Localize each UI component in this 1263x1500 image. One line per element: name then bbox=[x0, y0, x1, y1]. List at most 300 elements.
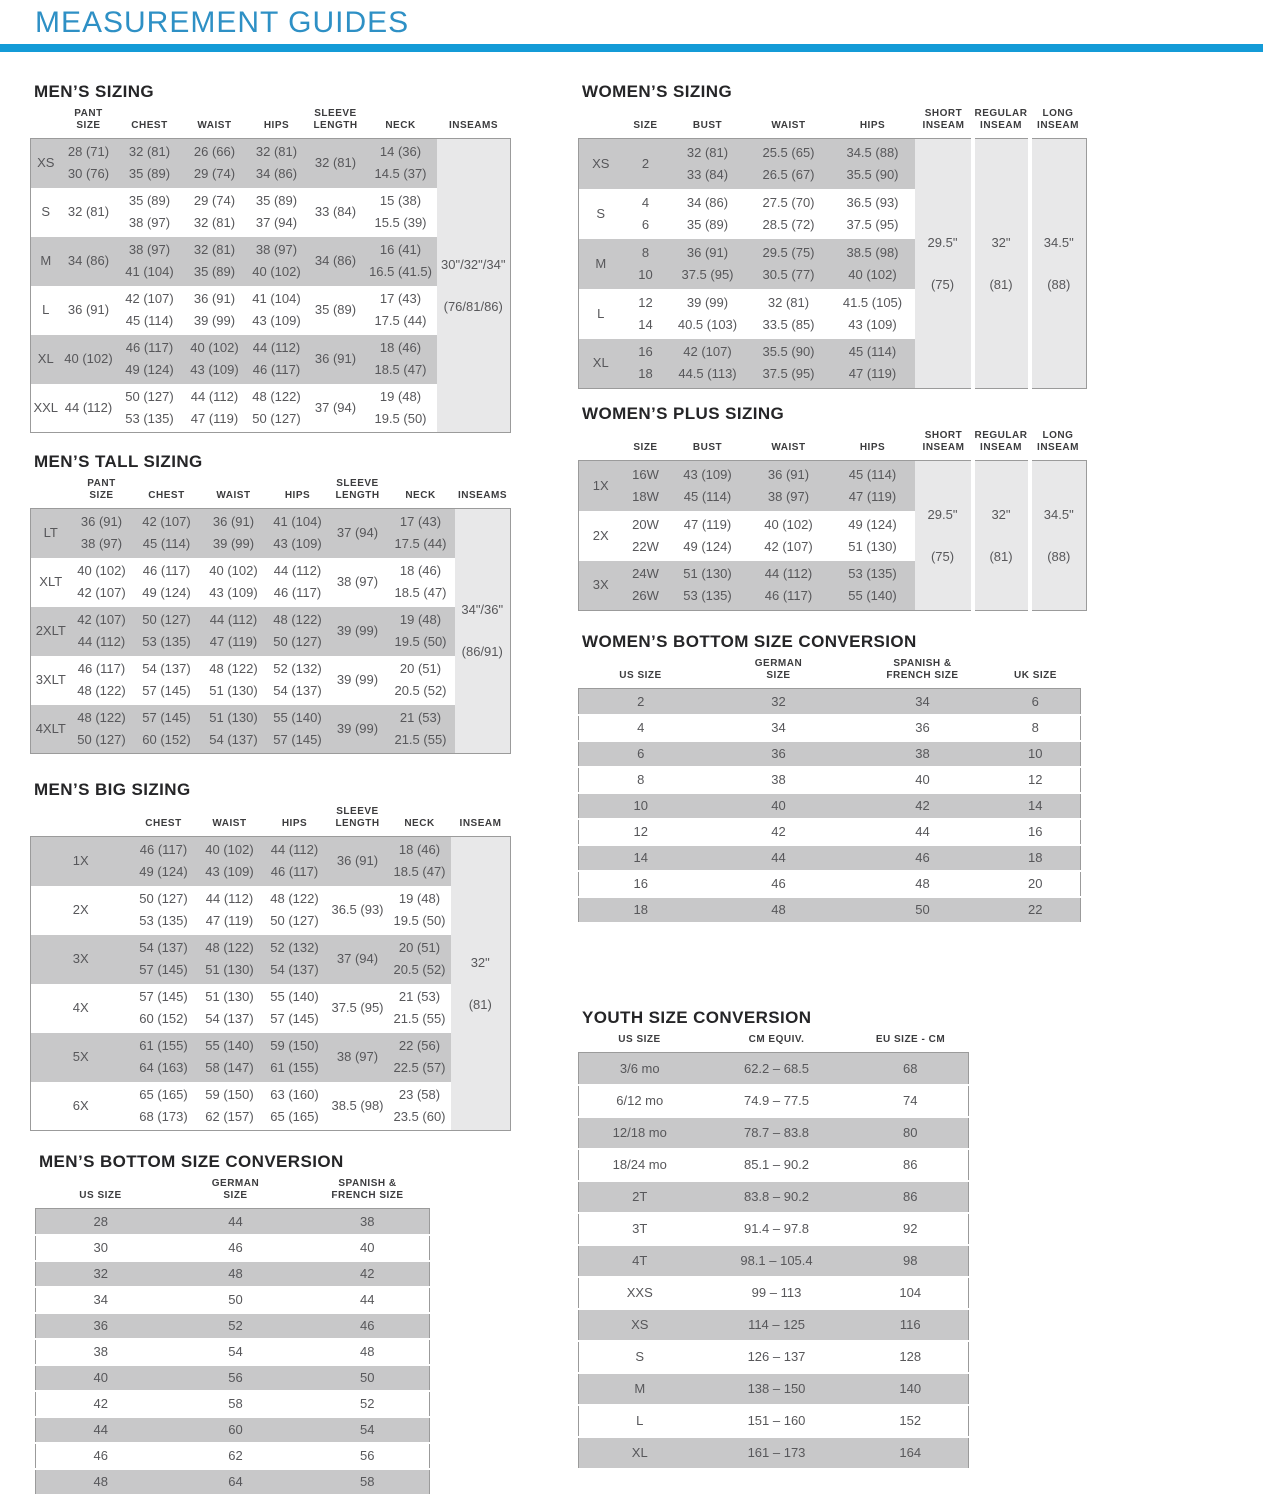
data-cell: 128 bbox=[899, 1349, 922, 1364]
data-cell bbox=[669, 561, 747, 611]
data-cell: 8 bbox=[1031, 720, 1039, 735]
data-cell: 46 bbox=[771, 876, 786, 891]
cell-line: 48 (122) bbox=[252, 388, 301, 404]
cell-line: 5X bbox=[72, 1049, 89, 1064]
cell-line: 53 (135) bbox=[125, 410, 174, 426]
data-cell: 14 bbox=[1028, 798, 1043, 813]
data-cell bbox=[387, 558, 455, 607]
data-cell bbox=[831, 239, 915, 289]
data-cell bbox=[263, 1082, 327, 1131]
column-header bbox=[669, 430, 747, 461]
data-cell: 58 bbox=[360, 1474, 375, 1489]
inseam-span-cell bbox=[1030, 139, 1087, 389]
cell-line: 44 (112) bbox=[64, 399, 113, 415]
data-cell: 38 bbox=[93, 1344, 108, 1359]
table-row bbox=[36, 1417, 430, 1443]
cell-line: 3X bbox=[72, 951, 89, 966]
data-cell: S bbox=[635, 1349, 645, 1364]
data-cell bbox=[831, 561, 915, 611]
cell-line: 39 (99) bbox=[193, 313, 236, 328]
header-line: INSEAM bbox=[980, 442, 1022, 453]
cell-line: 32 (81) bbox=[767, 294, 810, 310]
cell-line: 55 (140) bbox=[205, 1038, 254, 1053]
data-cell: 40 bbox=[93, 1370, 108, 1385]
data-cell: 56 bbox=[228, 1370, 243, 1385]
data-cell: 58 bbox=[228, 1396, 243, 1411]
cell-line: 40 (102) bbox=[209, 563, 258, 578]
size-cell bbox=[579, 289, 623, 339]
youth-conversion-table bbox=[578, 1034, 969, 1470]
data-cell bbox=[183, 139, 247, 188]
cell-line: 61 (155) bbox=[139, 1038, 188, 1053]
size-cell bbox=[31, 509, 71, 558]
data-cell: 46 bbox=[360, 1318, 375, 1333]
section-heading: MEN’S SIZING bbox=[34, 82, 155, 101]
cell-line: 20.5 (52) bbox=[393, 962, 446, 977]
cell-line: 40 (102) bbox=[190, 340, 239, 355]
column-header bbox=[991, 658, 1081, 689]
cell-line: 40 (102) bbox=[64, 351, 113, 366]
column-header bbox=[61, 108, 117, 139]
header-row bbox=[31, 806, 511, 837]
cell-line: 54 (137) bbox=[273, 683, 322, 698]
cell-line: 40 (102) bbox=[848, 266, 897, 282]
data-cell bbox=[197, 1033, 263, 1082]
page-title: MEASUREMENT GUIDES bbox=[35, 6, 410, 39]
cell-line: 49 (124) bbox=[139, 864, 188, 880]
cell-line: 15.5 (39) bbox=[374, 215, 427, 230]
header-line: LONG bbox=[1042, 430, 1074, 441]
data-cell bbox=[307, 286, 365, 335]
cell-line: 46 (117) bbox=[125, 340, 174, 355]
data-cell bbox=[747, 289, 831, 339]
data-cell bbox=[247, 286, 307, 335]
data-cell bbox=[197, 984, 263, 1033]
cell-line: 22 (56) bbox=[398, 1038, 441, 1053]
cell-line: 38 (97) bbox=[255, 242, 298, 257]
cell-line: 48 (122) bbox=[77, 683, 126, 698]
data-cell: 38 bbox=[360, 1213, 375, 1229]
header-line: WAIST bbox=[771, 442, 806, 453]
data-cell: 2T bbox=[632, 1189, 648, 1204]
cell-line: 24W bbox=[632, 566, 659, 582]
cell-line: 6 bbox=[641, 216, 650, 232]
section-heading: YOUTH SIZE CONVERSION bbox=[582, 1008, 812, 1027]
cell-line: 40 (102) bbox=[764, 516, 813, 532]
column-header bbox=[183, 108, 247, 139]
cell-line: 52 (132) bbox=[273, 661, 322, 676]
table-row bbox=[36, 1365, 430, 1391]
cell-line: 35 (89) bbox=[255, 193, 298, 208]
cell-line: 48 (122) bbox=[209, 661, 258, 676]
cell-line: 53 (135) bbox=[142, 634, 191, 649]
data-cell bbox=[71, 558, 133, 607]
data-cell bbox=[247, 139, 307, 188]
cell-line: 2XLT bbox=[35, 623, 66, 638]
size-cell bbox=[31, 837, 131, 886]
header-line: HIPS bbox=[284, 490, 311, 501]
cell-line: 37.5 (95) bbox=[846, 216, 899, 232]
mens-sizing-table bbox=[30, 108, 511, 433]
cell-line: 42 (107) bbox=[142, 514, 191, 530]
header-row bbox=[579, 430, 1087, 461]
table-header bbox=[579, 1034, 969, 1053]
data-cell bbox=[247, 335, 307, 384]
cell-line: 44 (112) bbox=[252, 340, 301, 355]
table-row bbox=[36, 1391, 430, 1417]
header-line: SLEEVE bbox=[314, 108, 357, 119]
data-cell bbox=[389, 837, 451, 886]
cell-line: 45 (114) bbox=[125, 313, 174, 328]
section-heading: MEN’S BIG SIZING bbox=[34, 780, 191, 799]
data-cell: 30 bbox=[93, 1240, 108, 1255]
data-cell bbox=[831, 189, 915, 239]
cell-line: 48 (122) bbox=[77, 709, 126, 725]
sizing-table bbox=[578, 108, 1087, 389]
column-header bbox=[579, 1034, 701, 1053]
header-line: INSEAM bbox=[980, 120, 1022, 131]
cell-line: 35 (89) bbox=[193, 264, 236, 279]
table-row bbox=[579, 897, 1081, 923]
inseam-line: 29.5" bbox=[927, 506, 958, 522]
header-line: US SIZE bbox=[618, 1034, 661, 1045]
cell-line: 64 (163) bbox=[139, 1060, 188, 1075]
cell-line: 35.5 (90) bbox=[846, 166, 899, 182]
conversion-table bbox=[35, 1178, 430, 1496]
data-cell bbox=[61, 188, 117, 237]
data-cell bbox=[267, 509, 329, 558]
cell-line: 49 (124) bbox=[683, 538, 732, 554]
cell-line: 38 (97) bbox=[336, 1049, 379, 1064]
table-body bbox=[36, 1209, 430, 1495]
cell-line: 55 (140) bbox=[273, 709, 322, 725]
table-row bbox=[579, 1405, 969, 1437]
cell-line: 4 bbox=[641, 194, 650, 210]
cell-line: 19 (48) bbox=[379, 388, 422, 404]
cell-line: 60 (152) bbox=[142, 731, 191, 747]
data-cell bbox=[117, 335, 183, 384]
data-cell bbox=[747, 139, 831, 189]
cell-line: 42 (107) bbox=[683, 344, 732, 360]
data-cell bbox=[669, 139, 747, 189]
cell-line: 37.5 (95) bbox=[331, 1000, 384, 1015]
data-cell: 38 bbox=[915, 746, 930, 761]
header-row bbox=[579, 1034, 969, 1053]
table-header bbox=[31, 806, 511, 837]
table-row bbox=[579, 1341, 969, 1373]
cell-line: 44 (112) bbox=[205, 891, 254, 906]
data-cell bbox=[263, 935, 327, 984]
cell-line: 42 (107) bbox=[764, 538, 813, 554]
data-cell bbox=[131, 935, 197, 984]
header-row bbox=[36, 1178, 430, 1209]
header-line: HIPS bbox=[859, 442, 886, 453]
cell-line: 41 (104) bbox=[273, 514, 322, 530]
data-cell bbox=[307, 188, 365, 237]
cell-line: 46 (117) bbox=[139, 842, 188, 858]
header-line: US SIZE bbox=[79, 1190, 122, 1201]
data-cell: 42 bbox=[360, 1266, 375, 1281]
cell-line: 6X bbox=[72, 1097, 89, 1113]
cell-line: 33.5 (85) bbox=[762, 316, 815, 332]
table-row bbox=[31, 984, 511, 1033]
youth-conversion-section bbox=[578, 1008, 969, 1470]
data-cell bbox=[365, 139, 437, 188]
cell-line: 44 (112) bbox=[273, 563, 322, 578]
cell-line: 50 (127) bbox=[139, 891, 188, 906]
column-header bbox=[701, 1034, 853, 1053]
cell-line: 42 (107) bbox=[77, 612, 126, 627]
data-cell bbox=[623, 139, 669, 189]
mens-bottom-conversion-table bbox=[35, 1178, 430, 1496]
header-line: PANT bbox=[74, 108, 103, 119]
cell-line: 49 (124) bbox=[142, 585, 191, 600]
cell-line: 29 (74) bbox=[193, 166, 236, 182]
data-cell: 80 bbox=[903, 1125, 918, 1140]
header-line: FRENCH SIZE bbox=[331, 1190, 404, 1201]
size-cell bbox=[579, 511, 623, 561]
data-cell: 18/24 mo bbox=[612, 1157, 667, 1172]
table-row bbox=[579, 1117, 969, 1149]
cell-line: 52 (132) bbox=[270, 940, 319, 955]
size-cell bbox=[31, 384, 61, 433]
cell-line: 43 (109) bbox=[683, 466, 732, 482]
cell-line: 36 (91) bbox=[767, 466, 810, 482]
data-cell: 36 bbox=[93, 1318, 108, 1333]
inseam-line: 34"/36" bbox=[461, 602, 504, 617]
cell-line: 36 (91) bbox=[212, 514, 255, 530]
cell-line: 61 (155) bbox=[270, 1060, 319, 1075]
cell-line: 10 bbox=[638, 266, 653, 282]
table-row bbox=[31, 837, 511, 886]
column-header bbox=[831, 108, 915, 139]
data-cell: 12 bbox=[633, 824, 648, 839]
section-heading: MEN’S TALL SIZING bbox=[34, 452, 203, 471]
table-row bbox=[36, 1235, 430, 1261]
cell-line: 40.5 (103) bbox=[677, 316, 738, 332]
cell-line: 36 (91) bbox=[336, 853, 379, 869]
data-cell: 56 bbox=[360, 1448, 375, 1463]
data-cell bbox=[183, 335, 247, 384]
inseam-span-cell bbox=[437, 139, 511, 433]
header-line: SIZE bbox=[76, 120, 101, 131]
column-header bbox=[915, 108, 973, 139]
cell-line: 28.5 (72) bbox=[762, 216, 815, 232]
cell-line: 26.5 (67) bbox=[762, 166, 815, 182]
cell-line: 40 (102) bbox=[205, 842, 254, 858]
data-cell: 60 bbox=[228, 1422, 243, 1437]
data-cell: 3/6 mo bbox=[619, 1060, 660, 1076]
cell-line: 36 (91) bbox=[686, 244, 729, 260]
cell-line: 51 (130) bbox=[205, 962, 254, 977]
column-header bbox=[267, 478, 329, 509]
data-cell: 116 bbox=[899, 1317, 921, 1332]
data-cell: 40 bbox=[360, 1240, 375, 1255]
table-header bbox=[579, 430, 1087, 461]
cell-line: 21 (53) bbox=[399, 709, 442, 725]
data-cell: 161 – 173 bbox=[747, 1445, 806, 1460]
cell-line: 59 (150) bbox=[270, 1038, 319, 1053]
data-cell: 85.1 – 90.2 bbox=[743, 1157, 810, 1172]
cell-line: 35 (89) bbox=[128, 193, 171, 208]
sizing-table bbox=[30, 806, 511, 1131]
data-cell bbox=[61, 335, 117, 384]
data-cell bbox=[117, 188, 183, 237]
data-cell bbox=[831, 289, 915, 339]
cell-line: 49 (124) bbox=[848, 516, 897, 532]
cell-line: 44 (112) bbox=[270, 842, 319, 858]
cell-line: 43 (109) bbox=[209, 585, 258, 600]
cell-line: 19 (48) bbox=[399, 612, 442, 627]
data-cell bbox=[831, 511, 915, 561]
data-cell bbox=[117, 384, 183, 433]
header-line: INSEAM bbox=[1037, 442, 1079, 453]
data-cell bbox=[263, 984, 327, 1033]
data-cell bbox=[133, 558, 201, 607]
cell-line: 17 (43) bbox=[399, 514, 442, 530]
cell-line: 45 (114) bbox=[142, 536, 191, 552]
inseam-line: 32" bbox=[991, 234, 1011, 250]
data-cell bbox=[201, 558, 267, 607]
cell-line: 16W bbox=[632, 466, 659, 482]
data-cell: 44 bbox=[228, 1213, 243, 1229]
cell-line: 12 bbox=[638, 294, 653, 310]
cell-line: 18.5 (47) bbox=[394, 585, 447, 600]
cell-line: 40 (102) bbox=[252, 264, 301, 279]
data-cell: 104 bbox=[899, 1285, 922, 1300]
data-cell: 2 bbox=[637, 693, 645, 709]
header-line: WAIST bbox=[771, 120, 806, 131]
data-cell bbox=[365, 384, 437, 433]
cell-line: XS bbox=[37, 155, 55, 171]
data-cell bbox=[117, 237, 183, 286]
table-header bbox=[31, 108, 511, 139]
data-cell bbox=[327, 935, 389, 984]
mens-tall-sizing-table bbox=[30, 478, 511, 754]
data-cell bbox=[267, 558, 329, 607]
cell-line: 39 (99) bbox=[336, 623, 379, 638]
column-header bbox=[36, 1178, 166, 1209]
cell-line: 36.5 (93) bbox=[331, 902, 384, 917]
cell-line: 4X bbox=[72, 1000, 89, 1015]
header-line: LENGTH bbox=[313, 120, 358, 131]
header-row bbox=[31, 108, 511, 139]
size-cell bbox=[31, 1033, 131, 1082]
cell-line: 3X bbox=[592, 577, 609, 593]
cell-line: 3XLT bbox=[35, 672, 66, 687]
header-line: LENGTH bbox=[335, 490, 380, 501]
cell-line: 32 (81) bbox=[67, 204, 110, 219]
header-line: HIPS bbox=[859, 120, 886, 131]
data-cell bbox=[61, 286, 117, 335]
table-body bbox=[579, 1053, 969, 1469]
header-line: LENGTH bbox=[335, 818, 380, 829]
cell-line: M bbox=[595, 255, 607, 271]
cell-line: 42 (107) bbox=[125, 291, 174, 306]
data-cell: 40 bbox=[771, 798, 786, 813]
cell-line: 39 (99) bbox=[212, 536, 255, 552]
cell-line: 39 (99) bbox=[336, 672, 379, 687]
column-header bbox=[669, 108, 747, 139]
table-body bbox=[31, 509, 511, 754]
cell-line: 37 (94) bbox=[336, 951, 379, 966]
data-cell: 44 bbox=[93, 1422, 108, 1437]
data-cell bbox=[327, 1033, 389, 1082]
cell-line: 18W bbox=[632, 488, 659, 504]
header-line: US SIZE bbox=[619, 670, 662, 681]
size-cell bbox=[31, 188, 61, 237]
data-cell: 126 – 137 bbox=[747, 1349, 806, 1364]
cell-line: 36 (91) bbox=[193, 291, 236, 306]
header-line: SIZE bbox=[633, 442, 658, 453]
column-header bbox=[131, 806, 197, 837]
data-cell: 54 bbox=[228, 1344, 243, 1359]
column-header bbox=[201, 478, 267, 509]
data-cell bbox=[131, 1033, 197, 1082]
data-cell bbox=[133, 509, 201, 558]
cell-line: 42 (107) bbox=[77, 585, 126, 600]
inseam-line: (81) bbox=[468, 996, 492, 1012]
cell-line: 17.5 (44) bbox=[374, 313, 427, 328]
title-rule bbox=[0, 44, 1263, 52]
inseam-line: (75) bbox=[930, 548, 955, 564]
cell-line: 53 (135) bbox=[848, 566, 897, 582]
cell-line: 18 (46) bbox=[399, 563, 442, 578]
data-cell: 52 bbox=[360, 1396, 375, 1411]
column-header bbox=[71, 478, 133, 509]
column-header bbox=[703, 658, 855, 689]
data-cell bbox=[623, 239, 669, 289]
table-body bbox=[579, 139, 1087, 389]
cell-line: 34.5 (88) bbox=[846, 144, 899, 160]
inseam-span-cell bbox=[455, 509, 511, 754]
cell-line: 40 (102) bbox=[77, 563, 126, 578]
data-cell: 46 bbox=[228, 1240, 243, 1255]
table-row bbox=[579, 819, 1081, 845]
data-cell bbox=[623, 561, 669, 611]
table-row bbox=[579, 1149, 969, 1181]
data-cell: 40 bbox=[915, 772, 930, 787]
cell-line: 14.5 (37) bbox=[374, 166, 427, 182]
data-cell bbox=[197, 935, 263, 984]
data-cell: 48 bbox=[93, 1474, 108, 1489]
cell-line: 17 (43) bbox=[379, 291, 422, 306]
cell-line: 44 (112) bbox=[764, 566, 813, 582]
data-cell: 32 bbox=[93, 1266, 108, 1281]
header-line: PANT bbox=[87, 478, 116, 489]
cell-line: 38 (97) bbox=[80, 536, 123, 552]
data-cell: 16 bbox=[633, 876, 648, 891]
cell-line: 44 (112) bbox=[209, 612, 258, 627]
data-cell bbox=[327, 886, 389, 935]
column-header bbox=[31, 478, 71, 509]
data-cell bbox=[365, 188, 437, 237]
cell-line: L bbox=[42, 302, 50, 317]
cell-line: 43 (109) bbox=[252, 313, 301, 328]
mens-sizing-section bbox=[30, 82, 511, 433]
header-line: WAIST bbox=[216, 490, 251, 501]
data-cell bbox=[131, 984, 197, 1033]
table-row bbox=[579, 1181, 969, 1213]
table-row bbox=[579, 1053, 969, 1085]
header-line: BUST bbox=[692, 120, 723, 131]
cell-line: 50 (127) bbox=[252, 410, 301, 426]
data-cell: 34 bbox=[915, 693, 930, 709]
header-line: WAIST bbox=[197, 120, 232, 131]
cell-line: 18.5 (47) bbox=[393, 864, 446, 880]
table-row bbox=[579, 689, 1081, 715]
header-line: GERMAN bbox=[754, 658, 803, 669]
